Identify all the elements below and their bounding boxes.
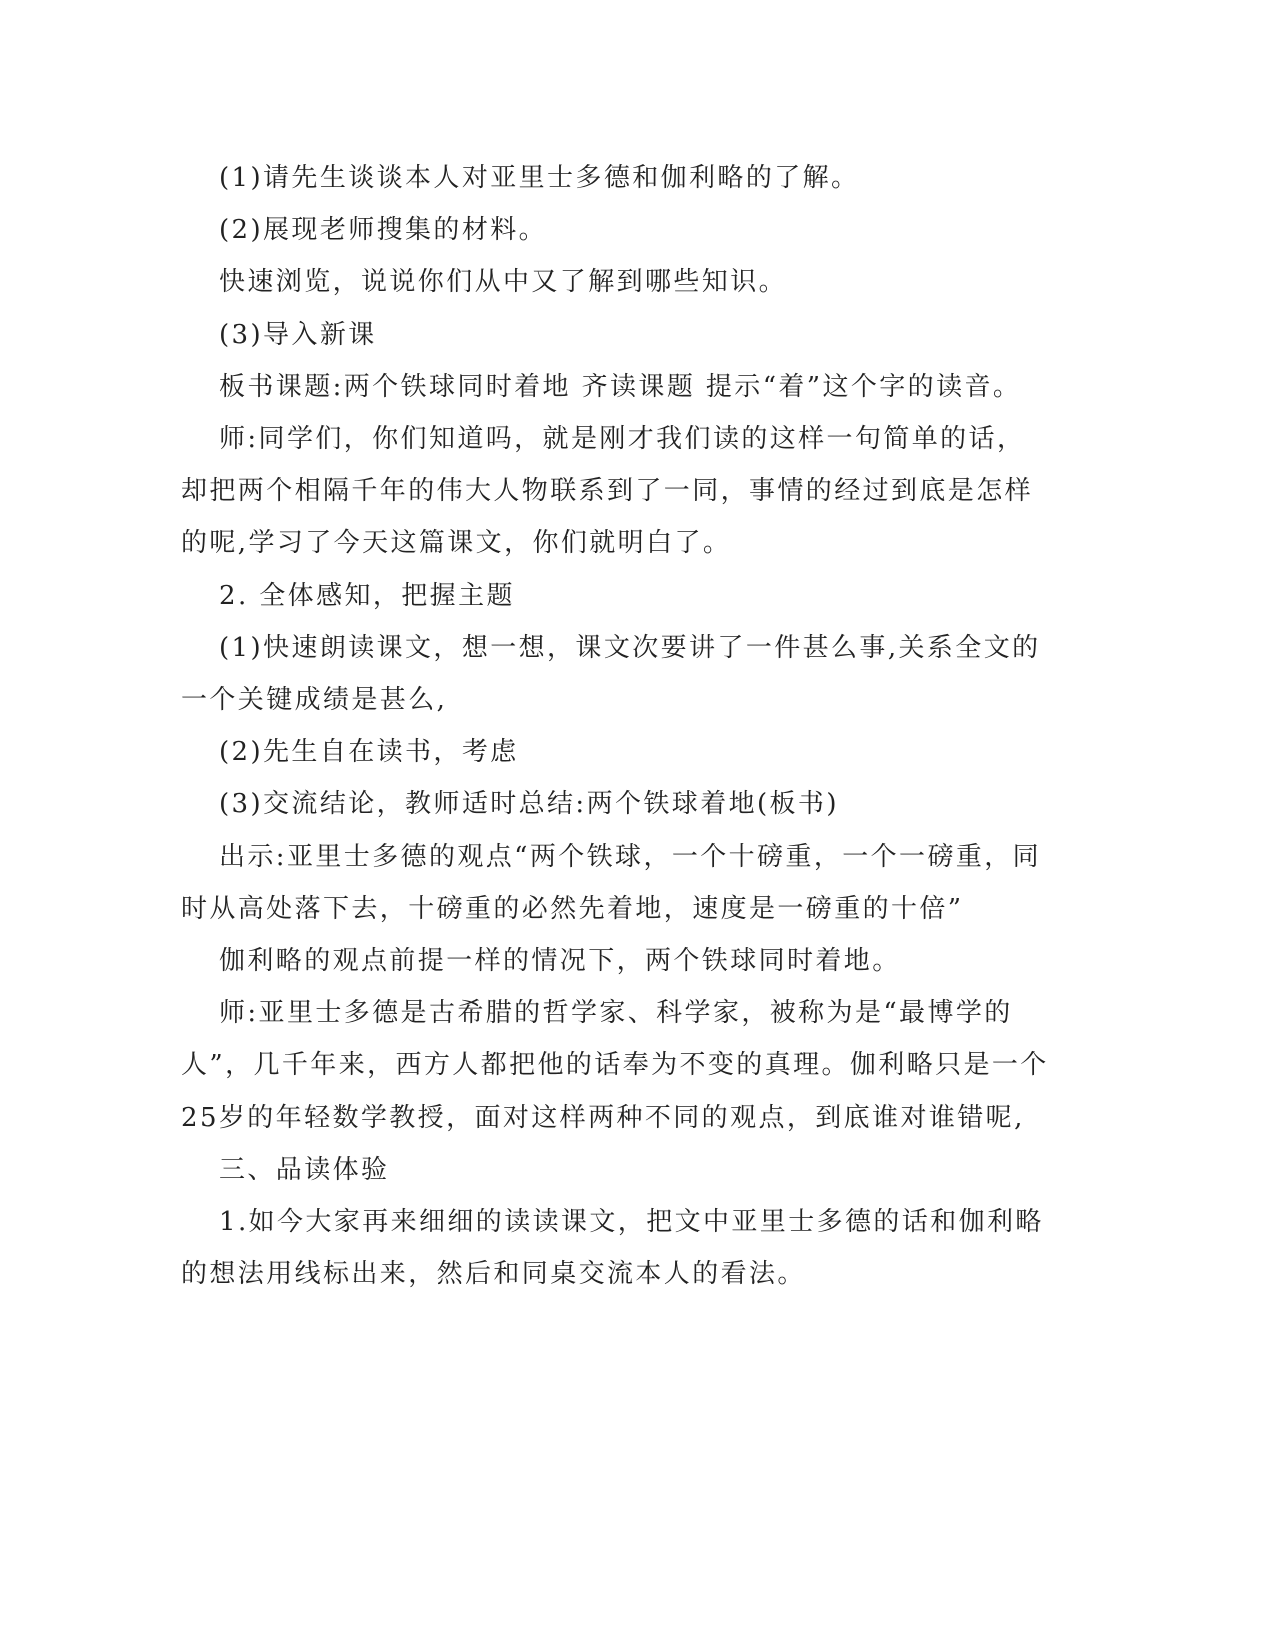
paragraph: 师:同学们，你们知道吗，就是刚才我们读的这样一句简单的话，却把两个相隔千年的伟大人物联系到了一同，事情的经过到底是怎样的呢,学习了今天这篇课文，你们就明白了。 bbox=[181, 424, 1034, 559]
paragraph: 快速浏览，说说你们从中又了解到哪些知识。 bbox=[219, 267, 788, 298]
document-body bbox=[181, 152, 1051, 1300]
paragraph: 1.如今大家再来细细的读读课文，把文中亚里士多德的话和伽利略的想法用线标出来，然后和同桌交流本人的看法。 bbox=[181, 1207, 1044, 1290]
paragraph: (1)快速朗读课文，想一想，课文次要讲了一件甚么事,关系全文的一个关键成绩是甚么, bbox=[181, 632, 1041, 716]
paragraph: 师:亚里士多德是古希腊的哲学家、科学家，被称为是“最博学的人”，几千年来，西方人都把他的话奉为不变的真理。伽利略只是一个25岁的年轻数学教授，面对这样两种不同的观点，到底谁对谁错呢, bbox=[181, 998, 1049, 1133]
paragraph: 2. 全体感知，把握主题 bbox=[219, 580, 515, 611]
paragraph: (3)导入新课 bbox=[219, 319, 377, 350]
paragraph: 出示:亚里士多德的观点“两个铁球，一个十磅重，一个一磅重，同时从高处落下去，十磅重的必然先着地，速度是一磅重的十倍” bbox=[181, 841, 1042, 924]
paragraph: (2)先生自在读书，考虑 bbox=[219, 737, 519, 768]
section-heading: 三、品读体验 bbox=[219, 1154, 390, 1185]
paragraph: 伽利略的观点前提一样的情况下，两个铁球同时着地。 bbox=[219, 946, 901, 977]
paragraph: 板书课题:两个铁球同时着地 齐读课题 提示“着”这个字的读音。 bbox=[219, 371, 1022, 402]
paragraph: (2)展现老师搜集的材料。 bbox=[219, 215, 548, 246]
paragraph: (3)交流结论，教师适时总结:两个铁球着地(板书) bbox=[219, 789, 839, 820]
paragraph: (1)请先生谈谈本人对亚里士多德和伽利略的了解。 bbox=[219, 163, 860, 193]
